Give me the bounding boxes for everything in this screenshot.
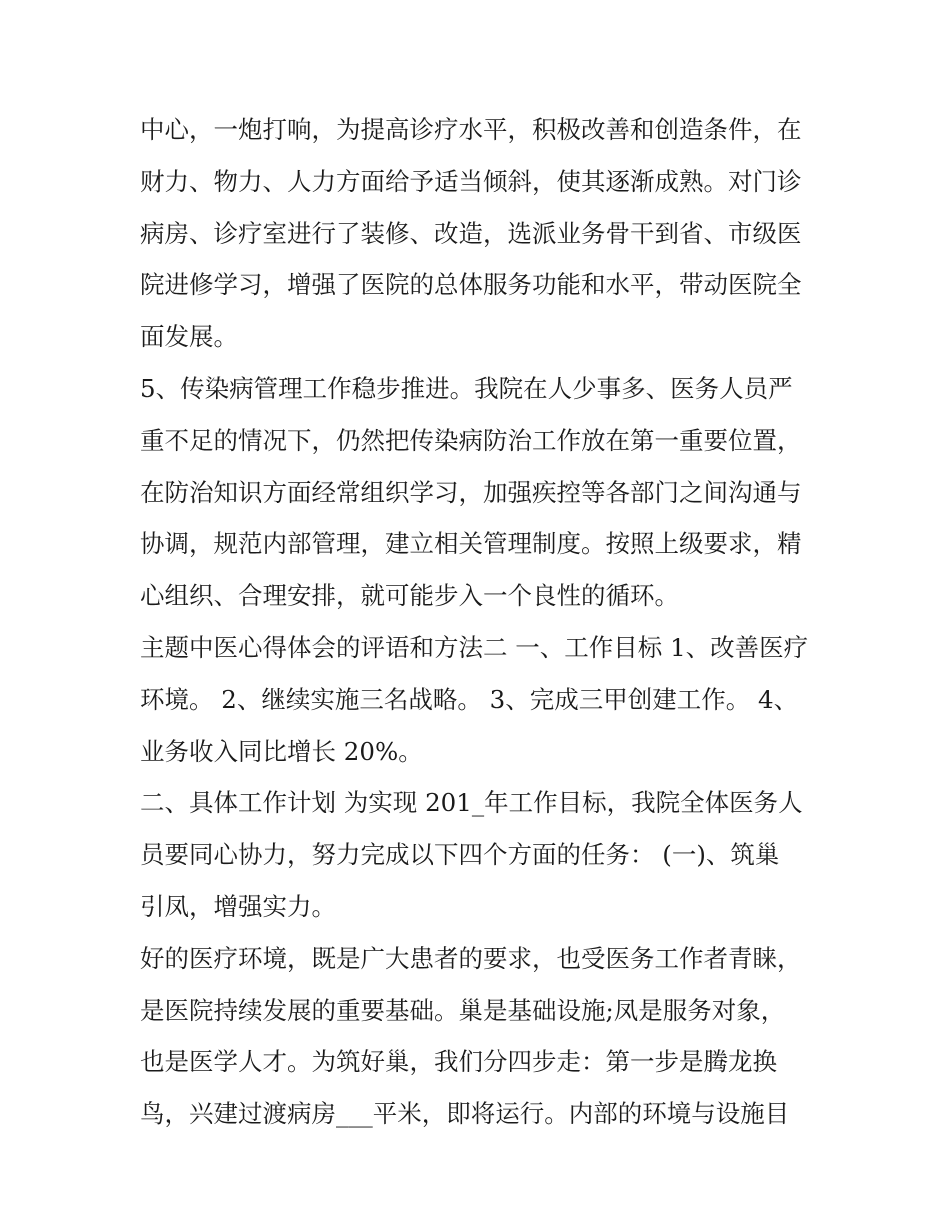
text-line: 是医院持续发展的重要基础。巢是基础设施;凤是服务对象， <box>140 995 786 1025</box>
paragraph-5 <box>140 933 830 1140</box>
paragraph-4 <box>140 777 830 932</box>
text-line: 在防治知识方面经常组织学习，加强疾控等各部门之间沟通与 <box>140 477 802 507</box>
text-line: 业务收入同比增长 20%。 <box>140 736 423 766</box>
text-line: 面发展。 <box>140 322 238 352</box>
paragraph-1 <box>140 104 830 363</box>
text-line: 中心，一炮打响，为提高诊疗水平，积极改善和创造条件，在 <box>140 115 802 144</box>
document-body <box>140 104 830 1140</box>
text-line: 二、具体工作计划 为实现 201_年工作目标，我院全体医务人 <box>140 788 803 818</box>
text-line: 病房、诊疗室进行了装修、改造，选派业务骨干到省、市级医 <box>140 218 802 248</box>
text-line: 员要同心协力，努力完成以下四个方面的任务： (一)、筑巢 <box>140 840 780 870</box>
text-line: 环境。 2、继续实施三名战略。 3、完成三甲创建工作。 4、 <box>140 684 799 714</box>
text-line: 协调，规范内部管理，建立相关管理制度。按照上级要求，精 <box>140 529 802 559</box>
text-line: 主题中医心得体会的评语和方法二 一、工作目标 1、改善医疗 <box>140 632 809 662</box>
text-line: 院进修学习，增强了医院的总体服务功能和水平，带动医院全 <box>140 270 802 300</box>
paragraph-3 <box>140 622 830 777</box>
text-line: 鸟，兴建过渡病房___平米，即将运行。内部的环境与设施目 <box>140 1099 790 1129</box>
text-line: 好的医疗环境，既是广大患者的要求，也受医务工作者青睐， <box>140 943 802 973</box>
text-line: 财力、物力、人力方面给予适当倾斜，使其逐渐成熟。对门诊 <box>140 166 802 196</box>
text-line: 也是医学人才。为筑好巢，我们分四步走：第一步是腾龙换 <box>140 1047 777 1077</box>
text-line: 引凤，增强实力。 <box>140 891 336 921</box>
paragraph-2 <box>140 363 830 622</box>
text-line: 心组织、合理安排，就可能步入一个良性的循环。 <box>140 581 679 611</box>
text-line: 5、传染病管理工作稳步推进。我院在人少事多、医务人员严 <box>140 373 793 403</box>
text-line: 重不足的情况下，仍然把传染病防治工作放在第一重要位置， <box>140 425 802 455</box>
